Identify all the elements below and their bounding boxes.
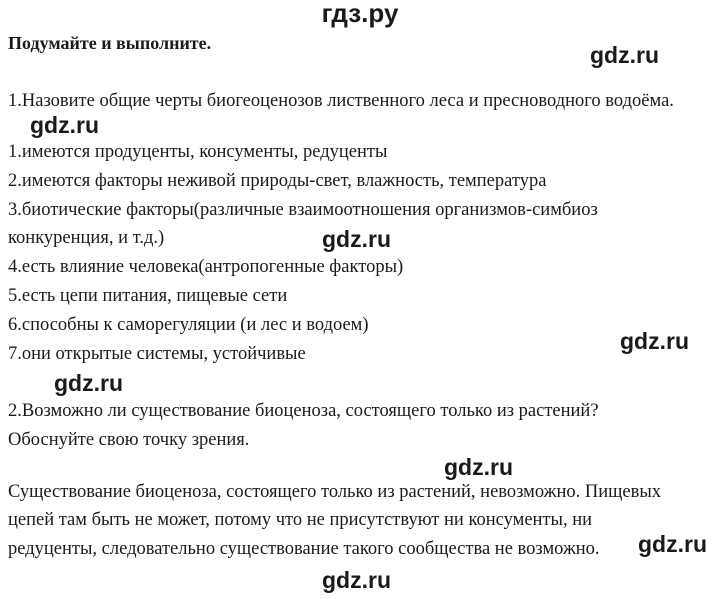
watermark: gdz.ru [444,454,513,480]
answer-2-line: Существование биоценоза, состоящего только из растений, невозможно. Пищевых [8,482,661,502]
answer-1-line: 6.способны к саморегуляции (и лес и водоем) [8,315,369,335]
watermark: gdz.ru [30,112,99,138]
answer-1-line: 5.есть цепи питания, пищевые сети [8,286,288,306]
answer-2-line: цепей там быть не может, потому что не присутствуют ни консументы, ни [8,510,592,530]
site-title: гдз.ру [321,0,399,28]
answer-1-line: 2.имеются факторы неживой природы-свет, влажность, температура [8,171,547,191]
watermark: gdz.ru [322,567,391,593]
watermark: gdz.ru [322,226,391,252]
watermark: gdz.ru [620,328,689,354]
question-2-line: 2.Возможно ли существование биоценоза, состоящего только из растений? [8,401,599,421]
answer-1-line: 3.биотические факторы(различные взаимоотношения организмов-симбиоз [8,200,598,220]
watermark: gdz.ru [590,42,659,68]
answer-2-line: редуценты, следовательно существование такого сообщества не возможно. [8,539,600,559]
answer-1-line: 4.есть влияние человека(антропогенные факторы) [8,257,404,277]
watermark: gdz.ru [638,531,707,557]
watermark: gdz.ru [54,370,123,396]
question-1: 1.Назовите общие черты биогеоценозов лиственного леса и пресноводного водоёма. [8,91,674,111]
answer-1-line: конкуренция, и т.д.) [8,228,165,248]
question-2-line: Обоснуйте свою точку зрения. [8,430,250,450]
answer-1-line: 1.имеются продуценты, консументы, редуценты [8,142,388,162]
section-heading: Подумайте и выполните. [8,33,212,53]
answer-1-line: 7.они открытые системы, устойчивые [8,344,306,364]
